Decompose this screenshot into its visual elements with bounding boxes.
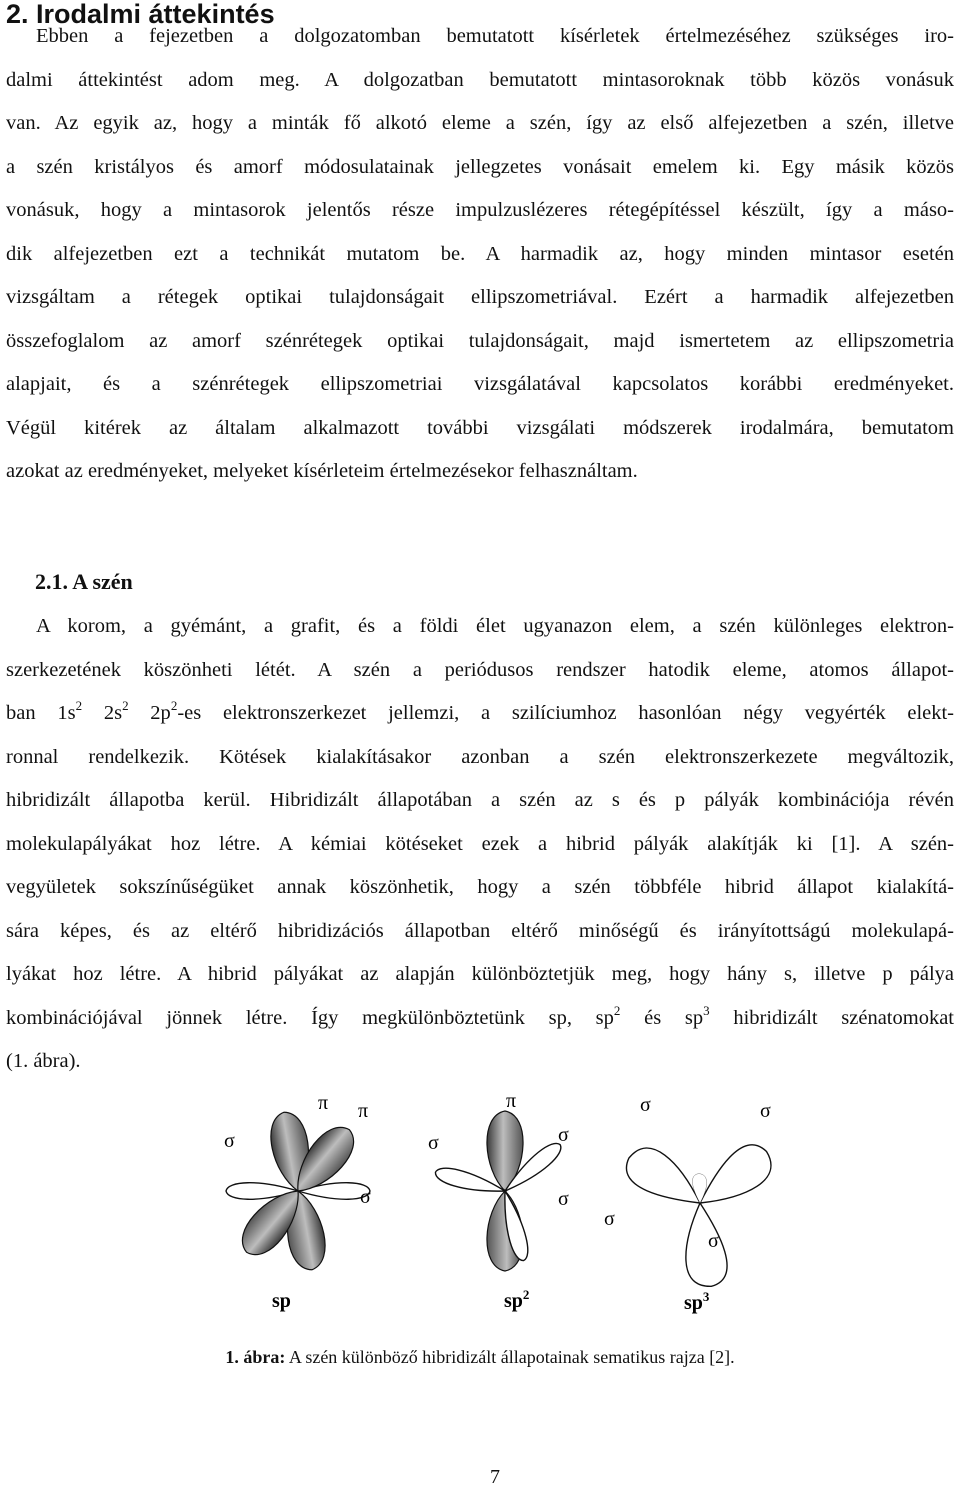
text-line: azokat az eredményeket, melyeket kísérleteim értelmezésekor felhasználtam. (6, 460, 638, 482)
sigma-label: σ (558, 1124, 569, 1146)
sp2-orbital-icon (428, 1090, 569, 1312)
text-line: alapjait, és a szénrétegek ellipszometriai vizsgálatával kapcsolatos korábbi eredményeket. (6, 373, 954, 395)
figure-caption (0, 1342, 960, 1372)
text-line: Ebben a fejezetben a dolgozatomban bemutatott kísérletek értelmezéséhez szükséges iro- (36, 25, 954, 47)
pi-label: π (318, 1092, 329, 1114)
text-line-hybrids: kombinációjával jönnek létre. Így megkülönböztetünk sp, $sp^2$ és $sp^3$ hibridizált szénatomokat (6, 1002, 954, 1029)
text-line: dik alfejezetben ezt a technikát mutatom be. A harmadik az, hogy minden mintasor esetén (6, 242, 954, 265)
sigma-label: σ (428, 1132, 439, 1154)
text-line: szerkezetének köszönheti létét. A szén a periódusos rendszer hatodik eleme, atomos állapot- (6, 658, 954, 681)
hybridization-figure (200, 1083, 780, 1323)
sigma-label: σ (604, 1208, 615, 1230)
text-line: van. Az egyik az, hogy a minták fő alkotó eleme a szén, így az első alfejezetben a szén, illetve (6, 112, 954, 134)
sp2-label: $sp^2$ (504, 1287, 530, 1312)
sigma-label: σ (708, 1230, 719, 1252)
text-line-config: ban $1s^2$ $2s^2$ $2p^2-es$ elektronszerkezet jellemzi, a szilíciumhoz hasonlóan négy vegyérték elekt- (6, 698, 955, 724)
text-line: ronnal rendelkezik. Kötések kialakításakor azonban a szén elektronszerkezete megváltozik, (6, 745, 954, 768)
sp3-label: $sp^3$ (684, 1289, 710, 1314)
caption-label: 1. ábra: (225, 1347, 286, 1367)
chapter-heading: 2. Irodalmi áttekintés (6, 0, 275, 29)
text-line: lyákat hoz létre. A hibrid pályákat az alapján különböztetjük meg, hogy hány s, illetve p pálya (6, 963, 954, 985)
text-line: dalmi áttekintést adom meg. A dolgozatban bemutatott mintasoroknak több közös vonásuk (6, 68, 954, 91)
sp3-orbital-icon (604, 1094, 780, 1314)
text-line: vonásuk, hogy a mintasorok jelentős része impulzuslézeres rétegépítéssel készült, így a máso- (6, 199, 954, 221)
caption-text: A szén különböző hibridizált állapotainak sematikus rajza [2]. (285, 1347, 735, 1367)
pi-label: π (358, 1100, 369, 1122)
sigma-label: σ (640, 1094, 651, 1116)
text-line: Végül kitérek az általam alkalmazott további vizsgálati módszerek irodalmára, bemutatom (6, 416, 954, 439)
sp-label: sp (272, 1290, 291, 1312)
section-paragraph (6, 605, 954, 1084)
sigma-label: σ (360, 1186, 371, 1208)
text-line: hibridizált állapotba kerül. Hibridizált állapotában a szén az s és p pályák kombinációja révén (6, 789, 954, 811)
text-line: összefoglalom az amorf szénrétegek optikai tulajdonságait, majd ismertetem az ellipszometria (6, 329, 954, 352)
text-line: sára képes, és az eltérő hibridizációs állapotban eltérő minőségű és irányítottságú molekulapá- (6, 919, 954, 942)
text-line: A korom, a gyémánt, a grafit, és a földi élet ugyanazon elem, a szén különleges elektron- (36, 615, 954, 637)
hybrid-orbitals-drawing (200, 1083, 780, 1323)
pi-label: π (506, 1090, 517, 1112)
intro-paragraph (6, 15, 954, 494)
text-line: a szén kristályos és amorf módosulatainak jellegzetes vonásait emelem ki. Egy másik közös (6, 155, 954, 178)
sigma-label: σ (224, 1130, 235, 1152)
text-line: vizsgáltam a rétegek optikai tulajdonságait ellipszometriával. Ezért a harmadik alfejezetben (6, 286, 954, 308)
sigma-label: σ (760, 1100, 771, 1122)
text-line: (1. ábra). (6, 1050, 81, 1072)
text-line: vegyületek sokszínűségüket annak köszönhetik, hogy a szén többféle hibrid állapot kialakítá- (6, 876, 954, 898)
sigma-label: σ (558, 1188, 569, 1210)
section-heading: 2.1. A szén (35, 569, 133, 594)
sp-orbital-icon (224, 1092, 371, 1312)
text-line: molekulapályákat hoz létre. A kémiai kötéseket ezek a hibrid pályák alakítják ki [1]. A szén- (6, 832, 954, 855)
page-number: 7 (490, 1466, 500, 1488)
